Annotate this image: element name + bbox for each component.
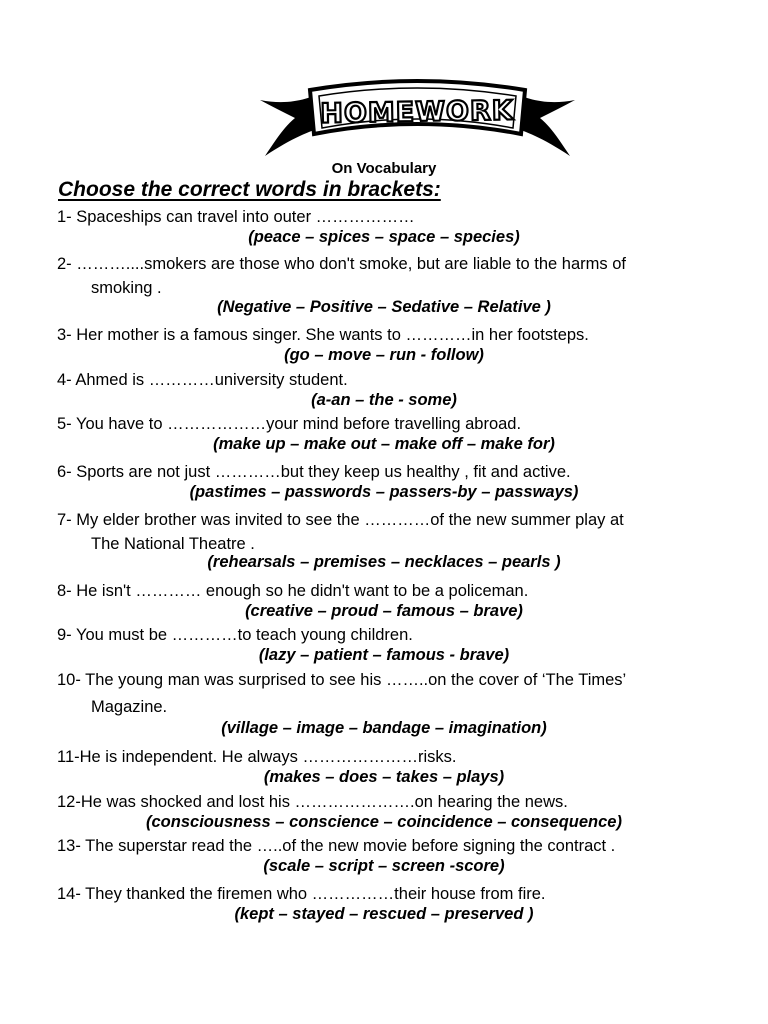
question-2: 2- ………....smokers are those who don't smoke, but are liable to the harms of smoking . (57, 255, 626, 297)
question-13: 13- The superstar read the …..of the new movie before signing the contract . (57, 837, 616, 855)
question-4: 4- Ahmed is …………university student. (57, 371, 348, 389)
options-14: (kept – stayed – rescued – preserved ) (234, 905, 534, 923)
options-3: (go – move – run - follow) (284, 346, 484, 364)
options-4: (a-an – the - some) (311, 391, 457, 409)
question-8: 8- He isn't ………… enough so he didn't want to be a policeman. (57, 582, 529, 600)
instruction-heading: Choose the correct words in brackets: (58, 178, 441, 201)
options-10: (village – image – bandage – imagination) (221, 719, 547, 737)
question-1: 1- Spaceships can travel into outer ……………… (57, 208, 415, 226)
question-7: 7- My elder brother was invited to see the …………of the new summer play at The National Theatre . (57, 511, 624, 553)
question-5: 5- You have to ………………your mind before travelling abroad. (57, 415, 522, 433)
options-6: (pastimes – passwords – passers-by – passways) (189, 483, 579, 501)
question-12: 12-He was shocked and lost his ………………….on hearing the news. (57, 793, 568, 811)
options-2: (Negative – Positive – Sedative – Relative ) (217, 298, 551, 316)
options-13: (scale – script – screen -score) (263, 857, 505, 875)
options-9: (lazy – patient – famous - brave) (258, 646, 510, 664)
options-8: (creative – proud – famous – brave) (245, 602, 523, 620)
options-7: (rehearsals – premises – necklaces – pearls ) (207, 553, 561, 571)
question-11: 11-He is independent. He always …………………risks. (57, 748, 457, 766)
page-subtitle: On Vocabulary (331, 160, 437, 177)
question-10: 10- The young man was surprised to see his ……..on the cover of ‘The Times’ Magazine. (57, 671, 627, 716)
options-5: (make up – make out – make off – make for) (213, 435, 555, 453)
question-6: 6- Sports are not just …………but they keep us healthy , fit and active. (57, 463, 571, 481)
options-12: (consciousness – conscience – coincidence – consequence) (146, 813, 622, 831)
question-9: 9- You must be …………to teach young children. (57, 626, 413, 644)
question-3: 3- Her mother is a famous singer. She wants to …………in her footsteps. (57, 326, 589, 344)
homework-banner (255, 78, 580, 160)
options-11: (makes – does – takes – plays) (263, 768, 505, 786)
options-1: (peace – spices – space – species) (248, 228, 520, 246)
question-14: 14- They thanked the firemen who ……………their house from fire. (57, 885, 546, 903)
banner-text: HOMEWORK (320, 95, 514, 130)
